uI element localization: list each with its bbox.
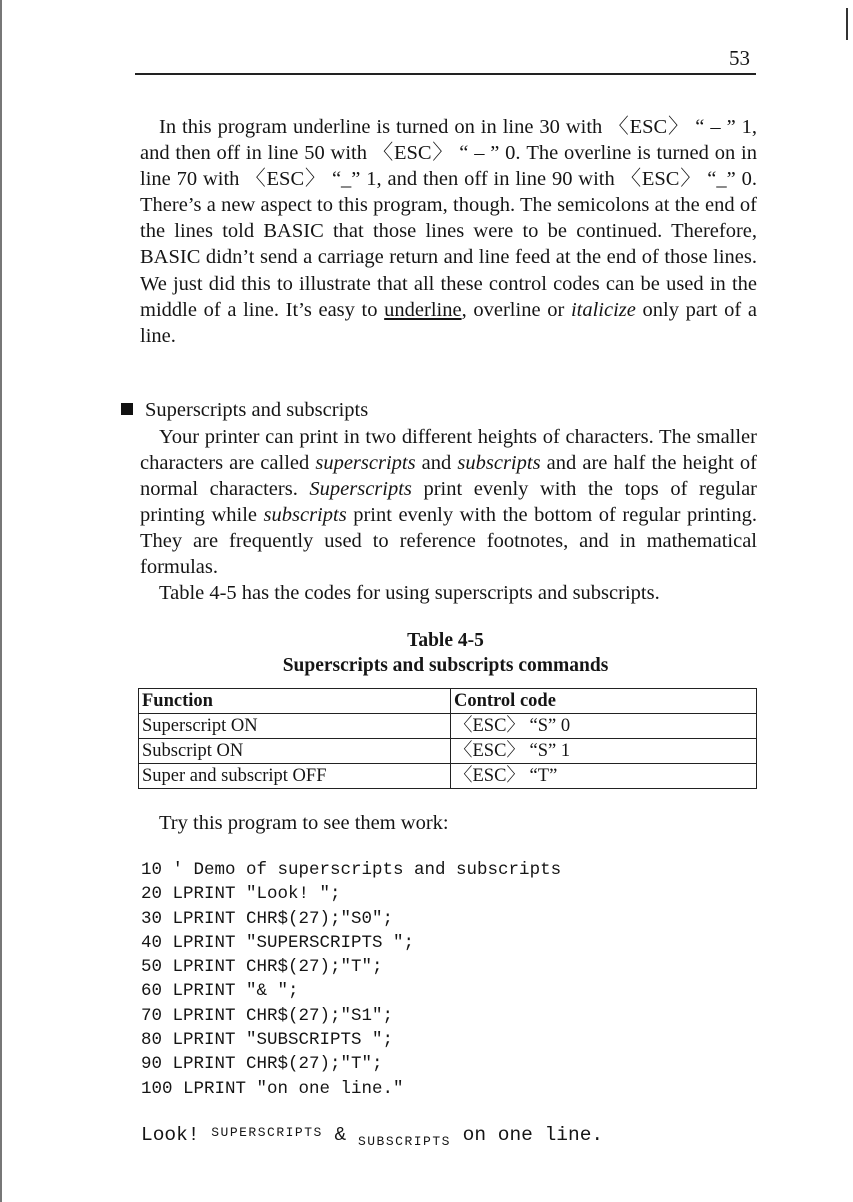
basic-program-listing — [141, 858, 561, 1101]
table-caption-number: Table 4-5 — [407, 630, 484, 651]
page-number: 53 — [729, 46, 750, 70]
code-line: 70 LPRINT CHR$(27);"S1"; — [141, 1005, 394, 1026]
cell-function: Superscript ON — [139, 714, 451, 739]
header-control-code: Control code — [451, 689, 757, 714]
header-function: Function — [139, 689, 451, 714]
scan-edge-right — [846, 8, 848, 40]
scan-edge-left — [0, 0, 2, 1202]
subscript-sample: SUBSCRIPTS — [357, 1134, 451, 1149]
code-line: 10 ' Demo of superscripts and subscripts — [141, 860, 562, 880]
code-line: 100 LPRINT "on one line." — [141, 1078, 404, 1099]
table-header-row — [139, 689, 757, 714]
paragraph-try-program: Try this program to see them work: — [159, 812, 449, 834]
cell-control-code: 〈ESC〉 “S” 0 — [451, 714, 757, 739]
paragraph-underline-explanation: In this program underline is turned on in line 30 with 〈ESC〉 “ – ” 1, and then off in line 50 with 〈ESC〉 “ – ” 0. The overline is turned on in line 70 with 〈ESC〉 “_” 1, and then off in line 90 with 〈ESC〉 “_” 0. There’s a new aspect to this program, though. The semicolons at the end of the lines told BASIC that those lines were to be continued. Therefore, BASIC didn’t send a carriage return and line feed at the end of those lines. We just did this to illustrate that all these control codes can be used in the middle of a line. It’s easy to underline, overline or italicize only part of a line. — [140, 116, 757, 347]
code-line: 50 LPRINT CHR$(27);"T"; — [141, 957, 383, 978]
code-line: 40 LPRINT "SUPERSCRIPTS "; — [141, 932, 415, 953]
cell-function: Subscript ON — [139, 739, 451, 764]
section-heading: Superscripts and subscripts — [121, 397, 368, 423]
paragraph-superscripts-intro: Your printer can print in two different heights of characters. The smaller characters are called superscripts and subscripts and are half the height of normal characters. Superscripts print evenly with the tops of regular printing while subscripts print evenly with the bottom of regular printing. They are frequently used to reference footnotes, and in mathematical formulas. — [140, 426, 758, 579]
paragraph-table-reference: Table 4-5 has the codes for using superscripts and subscripts. — [159, 582, 660, 604]
superscript-sample: SUPERSCRIPTS — [211, 1125, 323, 1140]
code-line: 20 LPRINT "Look! "; — [141, 884, 341, 905]
printed-output-sample: Look! $^{SUPERSCRIPTS}$ & $_{SUBSCRIPTS}$ on one line. — [141, 1124, 604, 1149]
code-line: 30 LPRINT CHR$(27);"S0"; — [141, 908, 394, 929]
code-line: 80 LPRINT "SUBSCRIPTS "; — [141, 1030, 394, 1051]
table-row — [139, 739, 757, 764]
code-line: 60 LPRINT "& "; — [141, 981, 299, 1002]
header-rule — [135, 73, 756, 75]
table-row — [139, 714, 757, 739]
cell-control-code: 〈ESC〉 “S” 1 — [451, 739, 757, 764]
table-caption-title: Superscripts and subscripts commands — [282, 655, 609, 676]
code-line: 90 LPRINT CHR$(27);"T"; — [141, 1054, 383, 1075]
table-row — [139, 764, 757, 789]
commands-table — [138, 688, 757, 789]
cell-function: Super and subscript OFF — [139, 764, 451, 789]
square-bullet-icon — [121, 403, 133, 415]
cell-control-code: 〈ESC〉 “T” — [451, 764, 757, 789]
